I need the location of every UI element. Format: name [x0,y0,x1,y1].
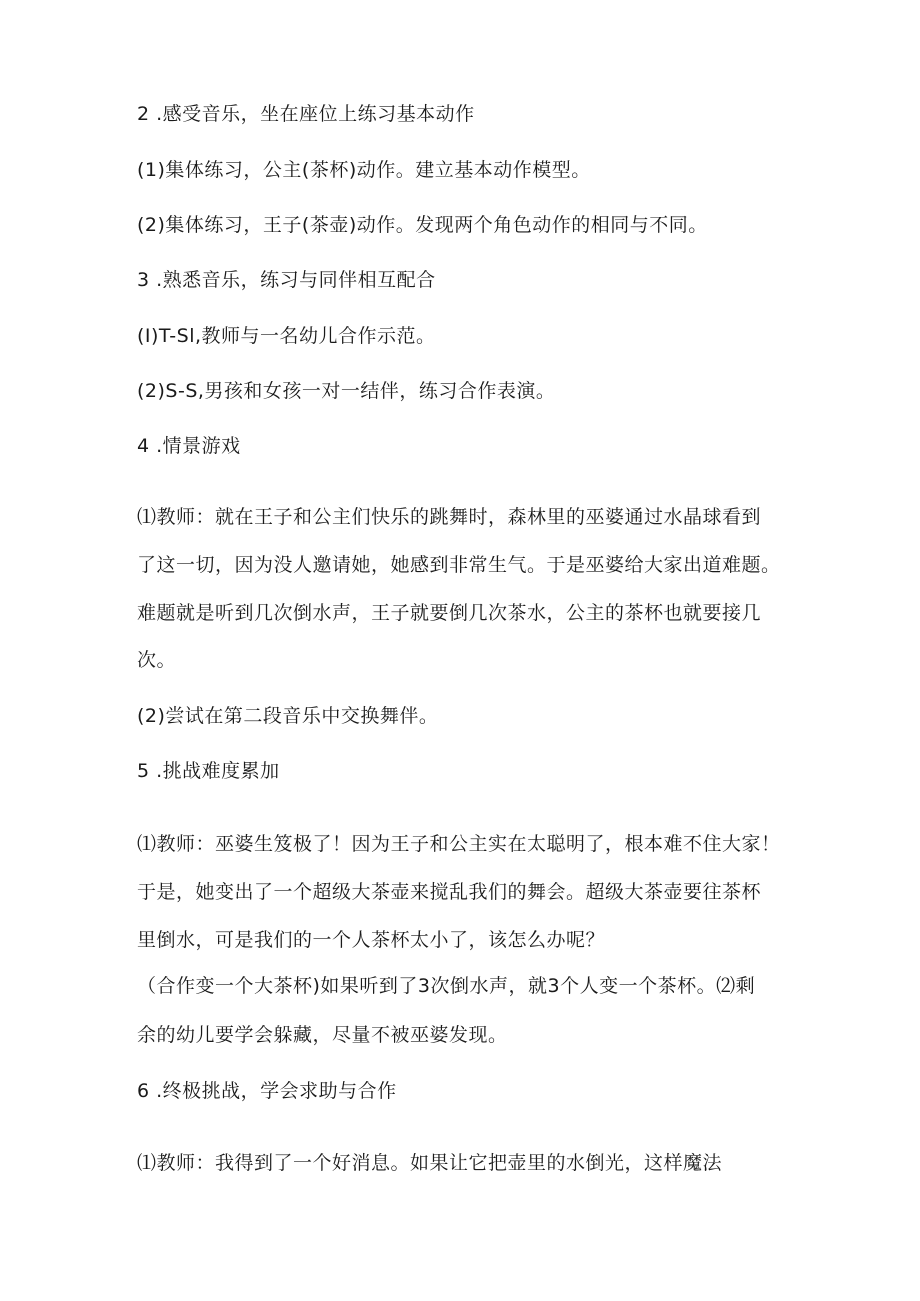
paragraph-line: 了这一切，因为没人邀请她，她感到非常生气。于是巫婆给大家出道难题。 [137,554,781,576]
paragraph-line: (2)集体练习，王子(茶壶)动作。发现两个角色动作的相同与不同。 [137,214,708,236]
paragraph-line: （合作变一个大茶杯)如果听到了3次倒水声，就3个人变一个茶杯。⑵剩 [137,975,756,997]
paragraph-line: 难题就是听到几次倒水声，王子就要倒几次茶水，公主的茶杯也就要接几 [137,602,762,624]
paragraph-line: ⑴教师：巫婆生笈极了！因为王子和公主实在太聪明了，根本难不住大家！ [137,833,781,855]
paragraph-line: (2)S-S,男孩和女孩一对一结伴，练习合作表演。 [137,380,556,402]
paragraph-line: 次。 [137,649,177,671]
heading-step-6: 6 .终极挑战，学会求助与合作 [137,1080,397,1102]
heading-step-4: 4 .情景游戏 [137,435,241,457]
paragraph-line: 里倒水，可是我们的一个人茶杯太小了，该怎么办呢？ [137,929,606,951]
heading-step-3: 3 .熟悉音乐，练习与同伴相互配合 [137,269,436,291]
paragraph-line: (1)集体练习，公主(茶杯)动作。建立基本动作模型。 [137,159,591,181]
paragraph-line: 余的幼儿要学会躲藏，尽量不被巫婆发现。 [137,1024,508,1046]
paragraph-line: ⑴教师：我得到了一个好消息。如果让它把壶里的水倒光，这样魔法 [137,1152,723,1174]
heading-step-2: 2 .感受音乐，坐在座位上练习基本动作 [137,103,475,125]
paragraph-line: ⑴教师：就在王子和公主们快乐的跳舞时，森林里的巫婆通过水晶球看到 [137,506,762,528]
paragraph-line: (I)T-Sl,教师与一名幼儿合作示范。 [137,325,436,347]
paragraph-line: 于是，她变出了一个超级大茶壶来搅乱我们的舞会。超级大茶壶要往茶杯 [137,881,762,903]
heading-step-5: 5 .挑战难度累加 [137,760,280,782]
paragraph-line: (2)尝试在第二段音乐中交换舞伴。 [137,705,439,727]
